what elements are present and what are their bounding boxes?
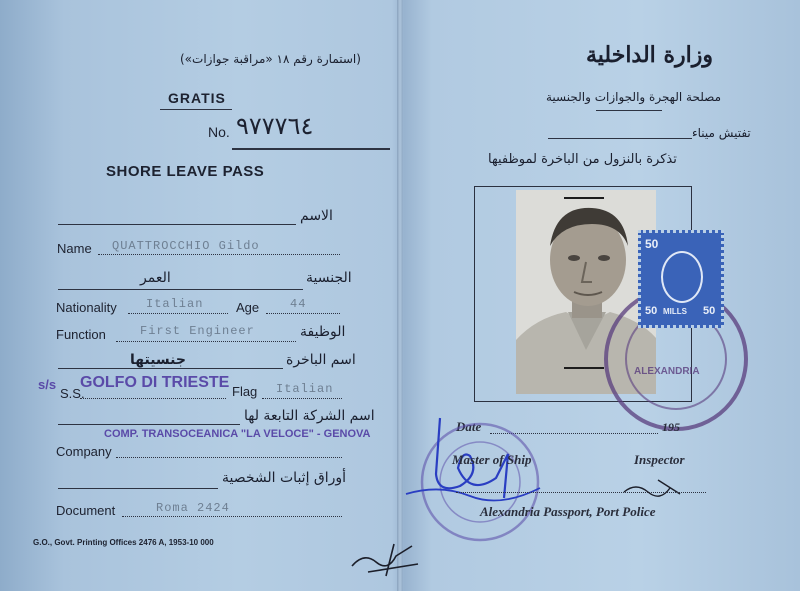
revenue-stamp-seal-icon bbox=[661, 251, 703, 303]
ticket-arabic: تذكرة بالنزول من الباخرة لموظفيها bbox=[488, 152, 677, 167]
nationality-label: Nationality bbox=[56, 300, 117, 315]
nationality-arabic-line bbox=[58, 289, 303, 290]
name-arabic-line bbox=[58, 224, 296, 225]
form-reference-arabic: (استمارة رقم ١٨ «مراقبة جوازات») bbox=[180, 52, 361, 66]
function-arabic-label: الوظيفة bbox=[300, 324, 346, 340]
document-label: Document bbox=[56, 503, 116, 518]
port-police-label: Alexandria Passport, Port Police bbox=[480, 504, 656, 519]
company-label: Company bbox=[56, 444, 112, 459]
age-label: Age bbox=[236, 300, 260, 315]
nationality-line bbox=[128, 313, 228, 314]
printing-office-footer: G.O., Govt. Printing Offices 2476 A, 1953-10 000 bbox=[33, 538, 214, 547]
function-label: Function bbox=[56, 327, 106, 342]
blue-ink-stamp-signature bbox=[400, 404, 560, 544]
age-line bbox=[266, 313, 340, 314]
revenue-stamp-value-top: 50 bbox=[645, 237, 659, 251]
department-underline bbox=[596, 110, 662, 111]
ss-label: S.S. bbox=[60, 386, 85, 401]
ship-arabic-line bbox=[58, 368, 283, 369]
age-value: 44 bbox=[290, 297, 307, 311]
year-prefix: 195 bbox=[662, 420, 680, 434]
department-arabic: مصلحة الهجرة والجوازات والجنسية bbox=[546, 90, 722, 104]
documents-arabic-line bbox=[58, 488, 218, 489]
revenue-stamp-value-left: 50 bbox=[645, 305, 658, 317]
function-line bbox=[116, 341, 296, 342]
signature-line bbox=[456, 492, 706, 493]
company-arabic-line bbox=[58, 424, 240, 425]
serial-underline bbox=[232, 148, 390, 150]
nationality-value: Italian bbox=[146, 297, 204, 311]
serial-number: ٩٧٧٧٦٤ bbox=[236, 112, 314, 140]
flag-line bbox=[262, 398, 342, 399]
ship-name-value: GOLFO DI TRIESTE bbox=[80, 374, 230, 391]
ss-prefix: s/s bbox=[38, 377, 57, 392]
document-value: Roma 2424 bbox=[156, 501, 230, 515]
nationality-arabic-label: الجنسية bbox=[306, 270, 352, 286]
company-arabic-label: اسم الشركة التابعة لها bbox=[244, 408, 375, 424]
name-label: Name bbox=[57, 241, 92, 256]
master-of-ship-label: Master of Ship bbox=[452, 452, 532, 467]
document-line bbox=[122, 516, 342, 517]
port-line bbox=[548, 138, 692, 139]
company-value: COMP. TRANSOCEANICA "LA VELOCE" - GENOVA bbox=[104, 428, 371, 440]
flag-arabic-label: جنسيتها bbox=[130, 352, 186, 368]
documents-arabic-label: أوراق إثبات الشخصية bbox=[222, 470, 347, 486]
revenue-stamp-value-right: 50 bbox=[703, 305, 716, 317]
revenue-stamp bbox=[638, 230, 724, 328]
gratis-label: GRATIS bbox=[168, 90, 226, 106]
revenue-stamp-unit: MILLS bbox=[663, 307, 687, 316]
name-arabic-label: الاسم bbox=[300, 208, 333, 224]
port-inspection-arabic: تفتيش ميناء bbox=[692, 126, 751, 140]
svg-text:ALEXANDRIA: ALEXANDRIA bbox=[634, 366, 700, 377]
date-label: Date bbox=[456, 419, 482, 434]
flag-label: Flag bbox=[232, 384, 258, 399]
ship-arabic-label: اسم الباخرة bbox=[286, 352, 356, 368]
flag-value: Italian bbox=[276, 382, 334, 396]
name-value: QUATTROCCHIO Gildo bbox=[112, 239, 260, 253]
number-label: No. bbox=[208, 124, 230, 140]
inspector-label: Inspector bbox=[634, 452, 685, 467]
company-line bbox=[116, 457, 342, 458]
gratis-underline bbox=[160, 109, 232, 110]
ministry-title-arabic: وزارة الداخلية bbox=[586, 42, 713, 68]
name-line bbox=[98, 254, 340, 255]
document-title: SHORE LEAVE PASS bbox=[106, 163, 265, 180]
ss-line bbox=[80, 398, 226, 399]
function-value: First Engineer bbox=[140, 324, 255, 338]
age-arabic-label: العمر bbox=[140, 270, 171, 286]
inspector-signature bbox=[614, 472, 704, 502]
